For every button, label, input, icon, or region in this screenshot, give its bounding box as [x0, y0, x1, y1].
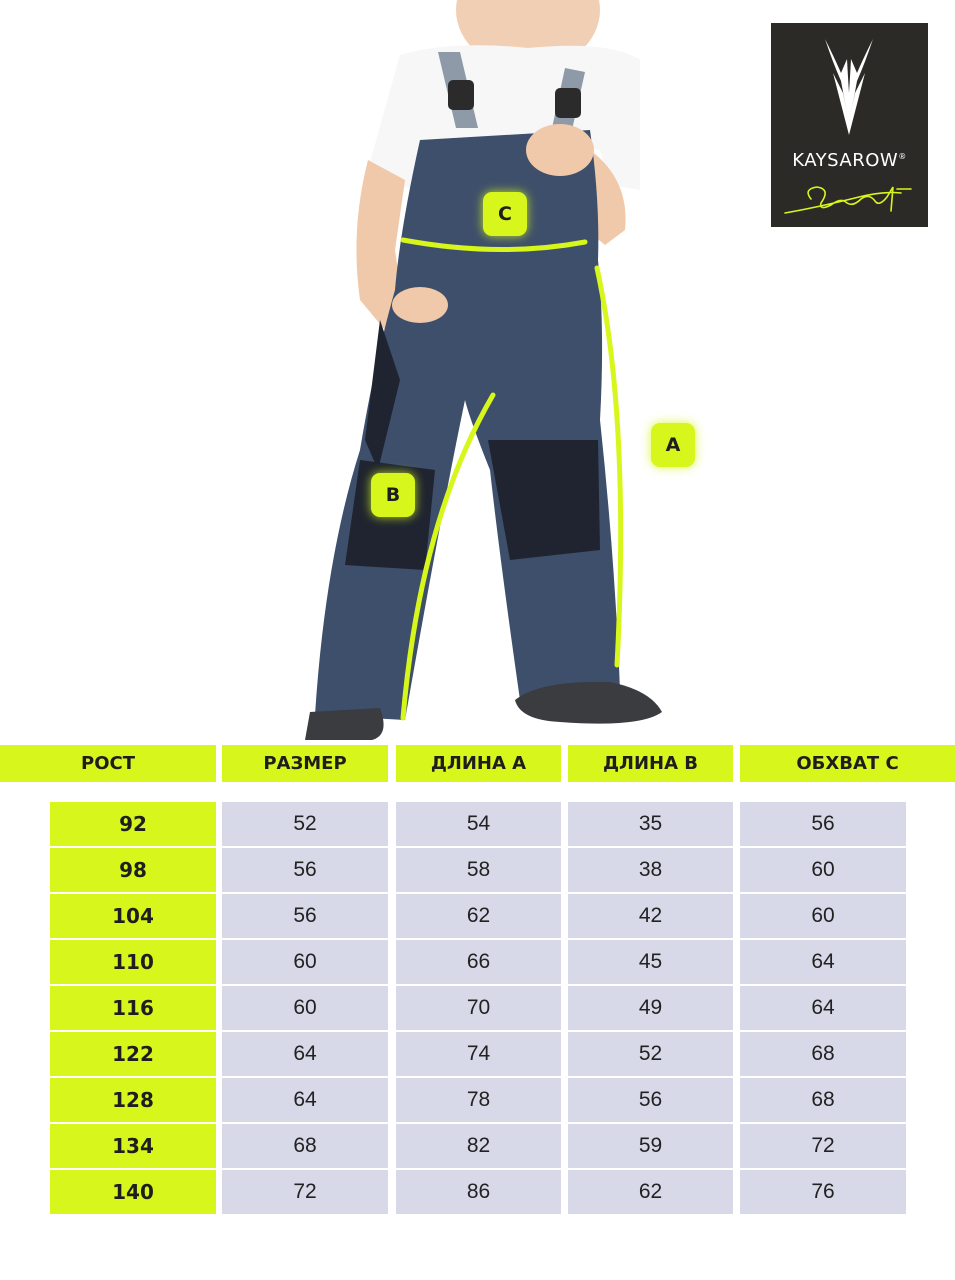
table-cell: 54: [396, 802, 561, 848]
table-cell: 82: [396, 1124, 561, 1170]
marker-a-label: A: [665, 434, 681, 456]
hand-left: [392, 287, 448, 323]
table-cell: 116: [50, 986, 216, 1032]
column-size: [222, 802, 388, 1214]
table-cell: 64: [222, 1078, 388, 1124]
table-cell: 86: [396, 1170, 561, 1214]
table-cell: 66: [396, 940, 561, 986]
table-cell: 49: [568, 986, 733, 1032]
marker-b: [371, 473, 415, 517]
brand-emblem-icon: [771, 23, 928, 150]
table-cell: 52: [222, 802, 388, 848]
table-cell: 56: [568, 1078, 733, 1124]
brand-name: KAYSAROW®: [792, 150, 907, 171]
table-cell: 134: [50, 1124, 216, 1170]
table-cell: 60: [740, 848, 906, 894]
table-cell: 52: [568, 1032, 733, 1078]
table-cell: 140: [50, 1170, 216, 1214]
table-cell: 60: [222, 986, 388, 1032]
table-cell: 35: [568, 802, 733, 848]
table-cell: 60: [222, 940, 388, 986]
table-cell: 64: [222, 1032, 388, 1078]
registered-mark: ®: [898, 152, 907, 161]
table-cell: 74: [396, 1032, 561, 1078]
table-cell: 72: [740, 1124, 906, 1170]
table-cell: 64: [740, 986, 906, 1032]
table-cell: 68: [740, 1078, 906, 1124]
table-cell: 56: [222, 848, 388, 894]
table-cell: 110: [50, 940, 216, 986]
header-height: РОСТ: [0, 745, 216, 782]
table-cell: 68: [222, 1124, 388, 1170]
shoe-left: [305, 708, 384, 740]
header-length-a: ДЛИНА А: [396, 745, 561, 782]
table-cell: 56: [222, 894, 388, 940]
table-cell: 70: [396, 986, 561, 1032]
table-cell: 128: [50, 1078, 216, 1124]
marker-c: [483, 192, 527, 236]
table-cell: 42: [568, 894, 733, 940]
marker-c-label: C: [498, 203, 512, 225]
column-girth-c: [740, 802, 906, 1214]
table-cell: 38: [568, 848, 733, 894]
header-length-b: ДЛИНА В: [568, 745, 733, 782]
table-cell: 62: [396, 894, 561, 940]
table-cell: 98: [50, 848, 216, 894]
table-cell: 60: [740, 894, 906, 940]
table-cell: 56: [740, 802, 906, 848]
brand-logo: [771, 23, 928, 227]
table-cell: 72: [222, 1170, 388, 1214]
header-size: РАЗМЕР: [222, 745, 388, 782]
column-height: [50, 802, 216, 1214]
table-cell: 62: [568, 1170, 733, 1214]
column-length-b: [568, 802, 733, 1214]
table-cell: 92: [50, 802, 216, 848]
table-cell: 122: [50, 1032, 216, 1078]
table-cell: 76: [740, 1170, 906, 1214]
table-cell: 68: [740, 1032, 906, 1078]
table-cell: 45: [568, 940, 733, 986]
table-cell: 58: [396, 848, 561, 894]
marker-a: [651, 423, 695, 467]
buckle-left: [448, 80, 474, 110]
table-cell: 78: [396, 1078, 561, 1124]
buckle-right: [555, 88, 581, 118]
signature-icon: [771, 167, 928, 227]
marker-b-label: B: [385, 484, 401, 506]
hand-right: [526, 124, 594, 176]
column-length-a: [396, 802, 561, 1214]
table-cell: 64: [740, 940, 906, 986]
header-girth-c: ОБХВАТ С: [740, 745, 955, 782]
table-cell: 59: [568, 1124, 733, 1170]
table-cell: 104: [50, 894, 216, 940]
